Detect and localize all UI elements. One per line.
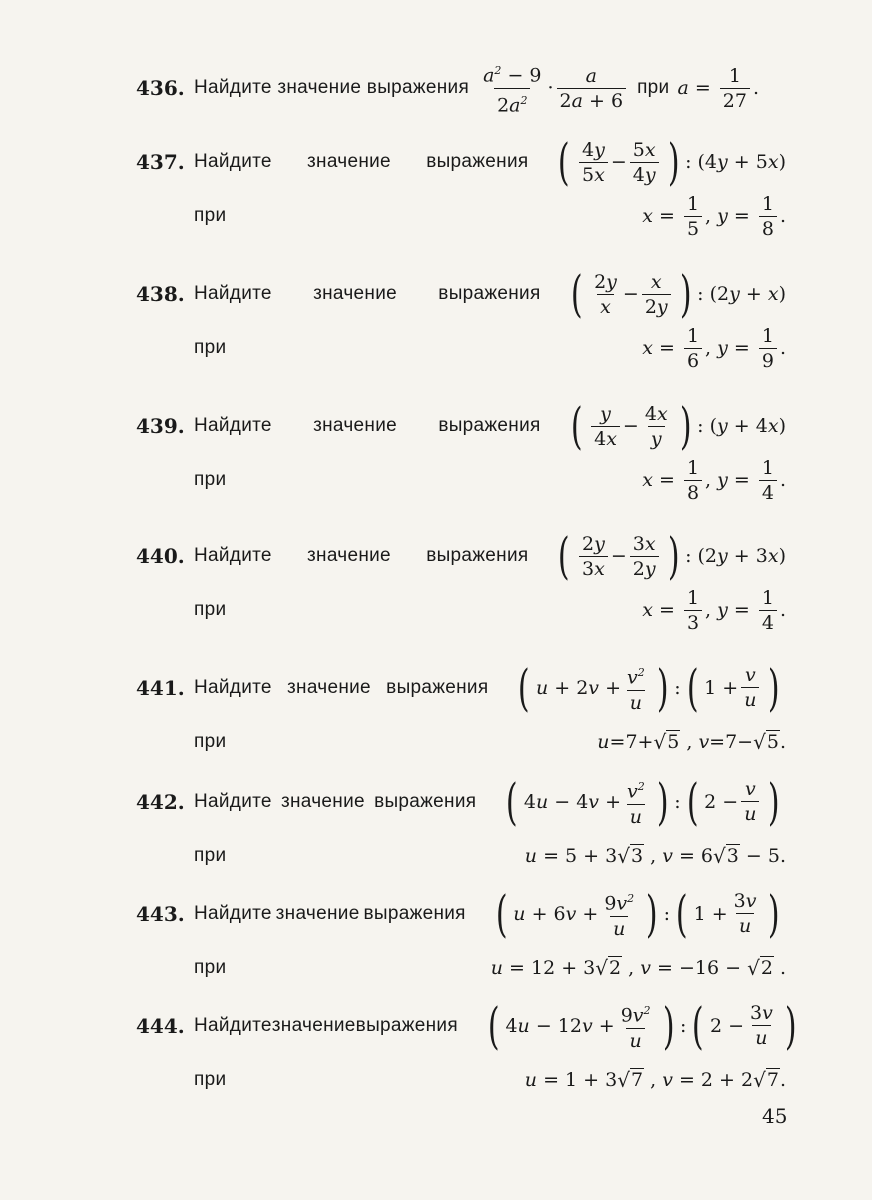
pri-label: при (194, 599, 227, 620)
condition: u = 1 + 3 √ 7 , v = 2 + 2 √ 7 . (524, 1068, 786, 1092)
pri-label: при (637, 77, 670, 98)
expression: ( u + 2 v + $\frac{v^2}{u}$ ) : ( 1 + $\frac{v}{u}$ ) (518, 658, 781, 717)
problem-text: Найдите значение выражения (194, 903, 466, 924)
problem-text: Найдите значение выражения (194, 415, 541, 436)
expression: ( $\frac{2y}{x}$ − $\frac{x}{2y}$ ) : (2 y + x ) (570, 265, 786, 323)
problem-437 (136, 134, 786, 242)
expression: ( 4 u − 4 v + $\frac{v^2}{u}$ ) : ( 2 − $\frac{v}{u}$ ) (506, 772, 781, 831)
problem-439 (136, 398, 786, 506)
condition: u =7+ √ 5 , v =7− √ 5 . (597, 730, 786, 754)
pri-label: при (194, 845, 227, 866)
problem-number: 436. (136, 76, 185, 100)
problem-number: 444. (136, 1014, 185, 1038)
problem-text: Найдите значение выражения (194, 151, 529, 172)
problem-number: 441. (136, 676, 185, 700)
expression: ( 4 u − 12 v + $\frac{9v^2}{u}$ ) : ( 2 − $\frac{3v}{u}$ ) (487, 996, 797, 1055)
condition: x = $\frac{1}{3}$ , y = $\frac{1}{4}$ . (642, 586, 786, 634)
pri-label: при (194, 957, 227, 978)
pri-label: при (194, 731, 227, 752)
expression: ( $\frac{y}{4x}$ − $\frac{4x}{y}$ ) : ( y + 4 x ) (570, 397, 786, 455)
problem-436 (136, 60, 786, 116)
problem-number: 437. (136, 150, 185, 174)
problem-number: 438. (136, 282, 185, 306)
condition: x = $\frac{1}{5}$ , y = $\frac{1}{8}$ . (642, 192, 786, 240)
page-number: 45 (762, 1104, 788, 1128)
condition: x = $\frac{1}{6}$ , y = $\frac{1}{9}$ . (642, 324, 786, 372)
problem-number: 442. (136, 790, 185, 814)
problem-441 (136, 660, 786, 768)
problem-text: Найдите значение выражения (194, 1015, 458, 1036)
condition: x = $\frac{1}{8}$ , y = $\frac{1}{4}$ . (642, 456, 786, 504)
expression: ( $\frac{2y}{3x}$ − $\frac{3x}{2y}$ ) : (2 y + 3 x ) (558, 527, 786, 585)
expression: $\frac{a^2 - 9}{2a^2}$ · $\frac{a}{2a + 6}$ при a = $\frac{1}{27}$ . (483, 64, 760, 116)
problem-443 (136, 886, 786, 994)
expression: ( u + 6 v + $\frac{9v^2}{u}$ ) : ( 1 + $\frac{3v}{u}$ ) (495, 884, 781, 943)
problem-number: 443. (136, 902, 185, 926)
pri-label: при (194, 205, 227, 226)
problem-text: Найдите значение выражения (194, 677, 489, 698)
problem-438 (136, 266, 786, 374)
problem-text: Найдите значение выражения (194, 283, 541, 304)
condition: u = 5 + 3 √ 3 , v = 6 √ 3 − 5. (524, 844, 786, 868)
problem-440 (136, 528, 786, 636)
condition: u = 12 + 3 √ 2 , v = −16 − √ 2 . (490, 956, 786, 980)
problem-text: Найдите значение выражения (194, 545, 529, 566)
expression: ( $\frac{4y}{5x}$ − $\frac{5x}{4y}$ ) : (4 y + 5 x ) (558, 133, 786, 191)
problem-text: Найдите значение выражения (194, 77, 470, 98)
pri-label: при (194, 469, 227, 490)
problem-442 (136, 774, 786, 882)
problem-number: 439. (136, 414, 185, 438)
problem-444 (136, 996, 797, 1106)
problem-number: 440. (136, 544, 185, 568)
pri-label: при (194, 337, 227, 358)
pri-label: при (194, 1069, 227, 1090)
problem-text: Найдите значение выражения (194, 791, 477, 812)
